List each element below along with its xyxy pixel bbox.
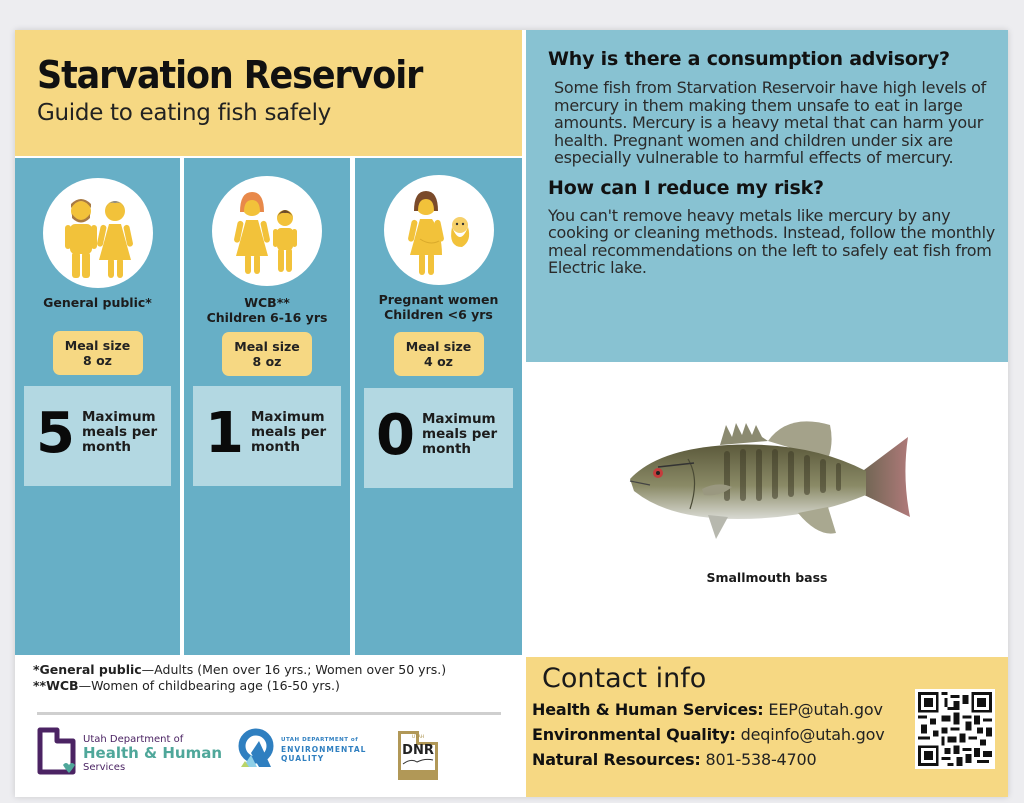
meal-size-value: 4 oz bbox=[424, 354, 453, 369]
contact-line-deq: Environmental Quality: deqinfo@utah.gov bbox=[532, 725, 885, 744]
reduce-heading: How can I reduce my risk? bbox=[548, 176, 824, 199]
smallmouth-bass-illustration bbox=[628, 415, 928, 545]
max-meals-box bbox=[364, 388, 513, 488]
meal-size-label: Meal size bbox=[234, 339, 300, 354]
meal-size-badge bbox=[53, 331, 143, 375]
max-meals-label: Maximum meals per month bbox=[82, 409, 158, 455]
deq-email-link[interactable]: deqinfo@utah.gov bbox=[740, 725, 885, 744]
footnote-wcb: **WCB—Women of childbearing age (16-50 yrs.) bbox=[33, 678, 340, 693]
max-meals-number: 5 bbox=[36, 401, 75, 466]
reduce-body: You can't remove heavy metals like mercury by any cooking or cleaning methods. Instead, follow the monthly meal recommendations on the left to safely eat fish from Electric lake. bbox=[548, 205, 995, 277]
group-column-pregnant-children bbox=[355, 158, 522, 655]
utah-outline-icon bbox=[37, 727, 77, 775]
page-subtitle: Guide to eating fish safely bbox=[37, 100, 331, 126]
group-column-wcb-children bbox=[184, 158, 350, 655]
page-title: Starvation Reservoir bbox=[37, 53, 423, 97]
qr-code-icon[interactable] bbox=[915, 689, 995, 769]
dnr-logo: UTAH DNR bbox=[395, 728, 441, 782]
title-block bbox=[15, 30, 522, 156]
max-meals-box bbox=[193, 386, 341, 486]
advisory-card bbox=[15, 30, 1008, 797]
meal-size-label: Meal size bbox=[405, 339, 472, 354]
max-meals-number: 0 bbox=[376, 403, 415, 468]
contact-block bbox=[526, 657, 1008, 797]
group-column-general-public bbox=[15, 158, 180, 655]
max-meals-label: Maximum meals per month bbox=[251, 409, 327, 455]
dhhs-logo: Utah Department of Health & Human Services bbox=[37, 727, 237, 777]
woman-and-child-icon bbox=[212, 176, 322, 286]
agency-logos bbox=[15, 720, 522, 790]
dnr-phone-link[interactable]: 801-538-4700 bbox=[705, 750, 817, 769]
meal-size-badge bbox=[222, 332, 312, 376]
group-label: General public* bbox=[43, 295, 152, 310]
footnote-general-public: *General public—Adults (Men over 16 yrs.; Women over 50 yrs.) bbox=[33, 662, 447, 677]
contact-line-dnr: Natural Resources: 801-538-4700 bbox=[532, 750, 817, 769]
footnotes bbox=[33, 662, 446, 694]
deq-logo: UTAH DEPARTMENT of ENVIRONMENTAL QUALITY bbox=[237, 727, 367, 773]
why-heading: Why is there a consumption advisory? bbox=[548, 48, 950, 70]
group-label: WCB** Children 6-16 yrs bbox=[206, 295, 328, 325]
fish-caption: Smallmouth bass bbox=[706, 570, 828, 585]
hhs-email-link[interactable]: EEP@utah.gov bbox=[768, 700, 883, 719]
contact-line-hhs: Health & Human Services: EEP@utah.gov bbox=[532, 700, 883, 719]
group-label: Pregnant women Children <6 yrs bbox=[378, 292, 499, 322]
meal-size-label: Meal size bbox=[64, 338, 131, 353]
man-and-woman-icon bbox=[43, 178, 153, 288]
info-block bbox=[526, 30, 1008, 362]
divider bbox=[37, 712, 501, 715]
max-meals-number: 1 bbox=[205, 401, 244, 466]
meal-size-badge bbox=[394, 332, 484, 376]
deq-q-icon bbox=[237, 727, 277, 771]
pregnant-woman-and-baby-icon bbox=[384, 175, 494, 285]
meal-recommendation-columns bbox=[15, 158, 522, 655]
max-meals-box bbox=[24, 386, 171, 486]
meal-size-value: 8 oz bbox=[83, 353, 112, 368]
fish-block bbox=[526, 362, 1008, 655]
max-meals-label: Maximum meals per month bbox=[422, 411, 498, 457]
meal-size-value: 8 oz bbox=[252, 354, 282, 369]
contact-title: Contact info bbox=[542, 663, 707, 694]
why-body: Some fish from Starvation Reservoir have high levels of mercury in them making them unsafe to eat in large amounts. Mercury is a heavy metal that can harm your health. Pregnant women and children under six are especially vulnerable to harmful effects of mercury. bbox=[554, 78, 987, 167]
